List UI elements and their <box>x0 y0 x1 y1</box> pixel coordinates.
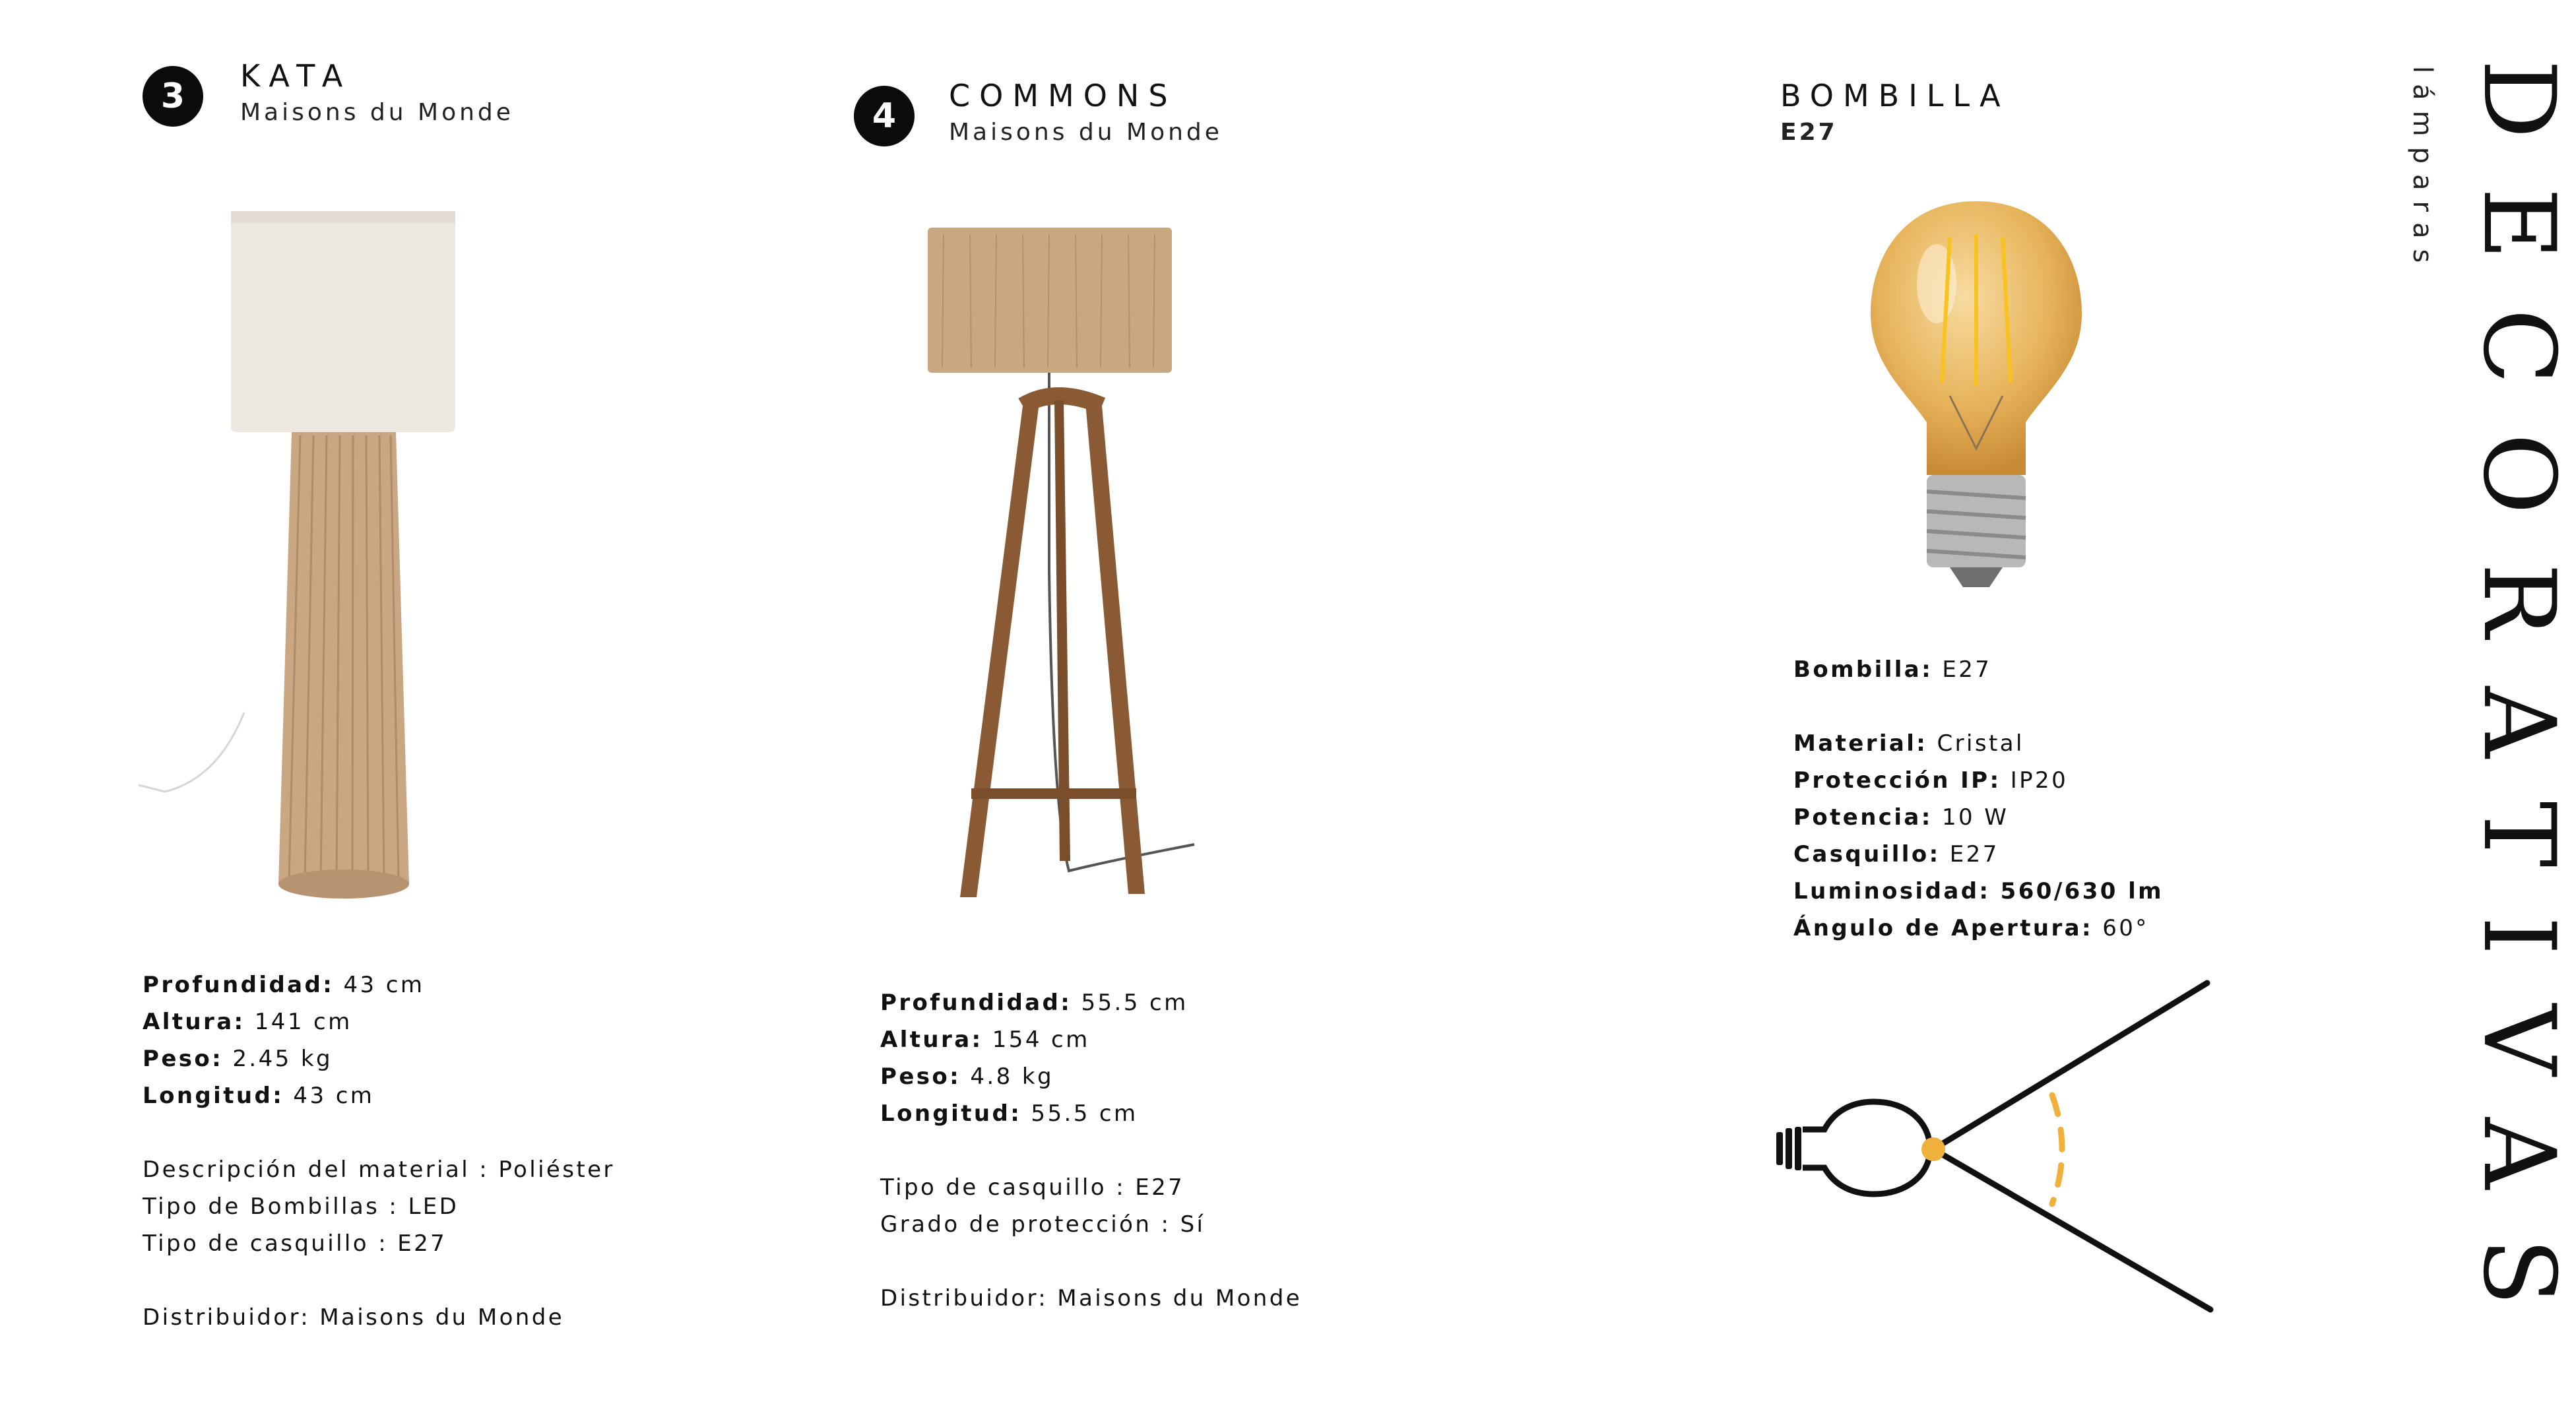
product-code: E27 <box>1780 119 1838 146</box>
spec-ip: Protección IP: IP20 <box>1793 767 2069 794</box>
socket-type: Tipo de casquillo : E27 <box>143 1230 447 1257</box>
spec-depth: Profundidad: 43 cm <box>143 972 425 998</box>
product-title: KATA <box>240 58 352 94</box>
spec-height: Altura: 141 cm <box>143 1009 352 1035</box>
product-title: BOMBILLA <box>1780 78 2010 113</box>
beam-angle-diagram-icon <box>1775 976 2224 1319</box>
distributor: Distribuidor: Maisons du Monde <box>880 1285 1303 1312</box>
spec-depth: Profundidad: 55.5 cm <box>880 990 1188 1016</box>
distributor: Distribuidor: Maisons du Monde <box>143 1304 565 1331</box>
page-vertical-subtitle: lámparas <box>2407 66 2437 274</box>
bulb-type: Tipo de Bombillas : LED <box>143 1193 459 1220</box>
product-title: COMMONS <box>949 78 1177 113</box>
bulb-specs <box>1793 651 2164 947</box>
product-brand: Maisons du Monde <box>949 119 1223 146</box>
spec-length: Longitud: 55.5 cm <box>880 1100 1138 1127</box>
material-description: Descripción del material : Poliéster <box>143 1156 615 1183</box>
product-specs <box>143 966 615 1336</box>
spec-length: Longitud: 43 cm <box>143 1083 375 1109</box>
tripod-floor-lamp-icon <box>924 228 1201 901</box>
protection-grade: Grado de protección : Sí <box>880 1211 1206 1238</box>
spec-material: Material: Cristal <box>1793 730 2024 757</box>
spec-power: Potencia: 10 W <box>1793 804 2009 831</box>
spec-height: Altura: 154 cm <box>880 1027 1090 1053</box>
spec-beam-angle: Ángulo de Apertura: 60° <box>1793 915 2149 941</box>
floor-lamp-cylinder-shade-icon <box>139 211 482 897</box>
page-vertical-title: DECORATIVAS <box>2461 59 2576 1355</box>
spec-weight: Peso: 4.8 kg <box>880 1063 1054 1090</box>
filament-bulb-icon <box>1864 198 2088 594</box>
spec-bulb: Bombilla: E27 <box>1793 656 1992 683</box>
spec-luminosity: Luminosidad: 560/630 lm <box>1793 878 2164 904</box>
socket-type: Tipo de casquillo : E27 <box>880 1174 1185 1201</box>
product-number-badge: 3 <box>143 66 203 127</box>
spec-weight: Peso: 2.45 kg <box>143 1046 333 1072</box>
product-brand: Maisons du Monde <box>240 99 514 126</box>
product-specs <box>880 984 1302 1317</box>
spec-socket: Casquillo: E27 <box>1793 841 1999 868</box>
product-number-badge: 4 <box>854 86 915 146</box>
